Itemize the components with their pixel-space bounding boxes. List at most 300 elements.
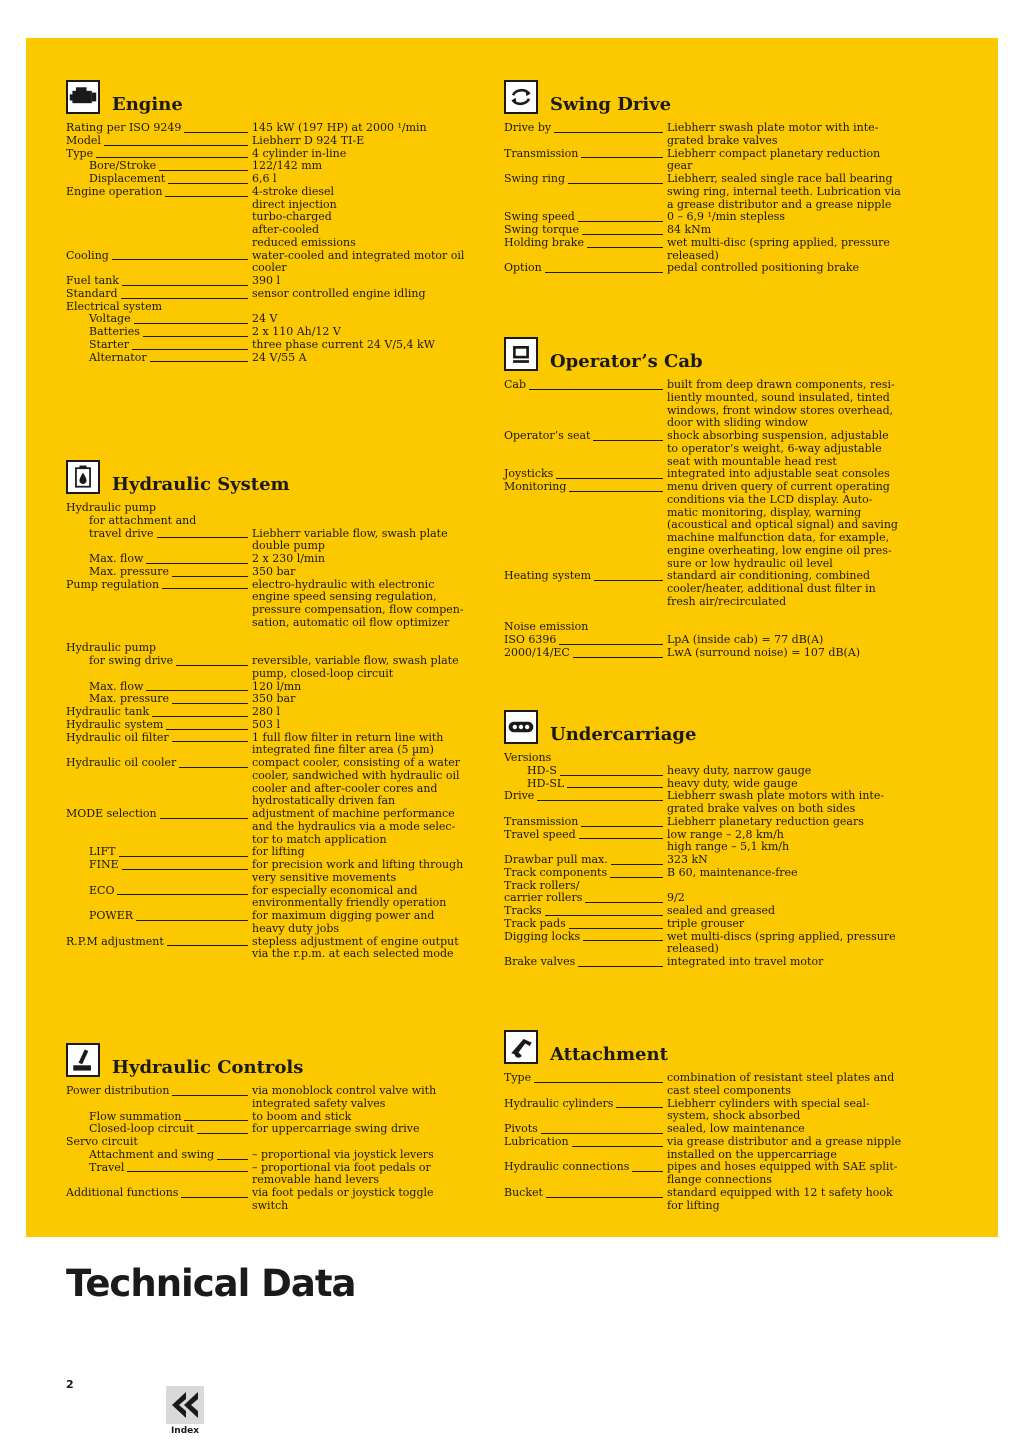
joystick-icon	[66, 1043, 100, 1077]
spec-label	[66, 1187, 252, 1200]
spec-row	[66, 859, 486, 885]
leader-line	[160, 818, 248, 819]
spec-value	[667, 918, 924, 931]
leader-line	[585, 902, 663, 903]
spec-label-text: Voltage	[89, 312, 131, 326]
spec-label	[504, 224, 667, 237]
spec-value-line: LwA (surround noise) = 107 dB(A)	[667, 645, 861, 659]
spec-value	[252, 122, 486, 135]
spec-label-text: Model	[66, 133, 101, 147]
spec-rows	[504, 379, 924, 660]
spec-label	[66, 706, 252, 719]
spec-value-line: Liebherr variable flow, swash plate	[252, 526, 448, 540]
spec-value-line: Liebherr swash plate motors with inte-	[667, 789, 885, 803]
spec-value-line: 9/2	[667, 891, 685, 905]
spec-label-text: Engine operation	[66, 184, 163, 198]
spec-label	[504, 148, 667, 161]
spec-value-line: grated brake valves	[667, 133, 778, 147]
spec-value-line: adjustment of machine performance	[252, 807, 455, 820]
index-button[interactable]	[166, 1386, 204, 1424]
spec-value	[252, 186, 486, 250]
spec-value-line: cooler	[252, 261, 287, 275]
leader-line	[545, 272, 663, 273]
spec-label	[66, 719, 252, 732]
spec-label-text: Noise emission	[504, 620, 589, 634]
spec-value-line: gear	[667, 159, 693, 173]
spec-label	[504, 481, 667, 494]
page-number: 2	[66, 1378, 74, 1391]
spec-label	[66, 553, 252, 566]
leader-line	[583, 940, 663, 941]
spec-label-text: Holding brake	[504, 235, 584, 249]
spec-value-line: Liebherr D 924 TI-E	[252, 133, 365, 147]
leader-line	[150, 361, 248, 362]
spec-row	[66, 757, 486, 808]
spec-value-line: removable hand levers	[252, 1173, 380, 1187]
spec-value	[667, 609, 924, 622]
spec-value-line: via monoblock control valve with	[252, 1084, 437, 1097]
leader-line	[122, 869, 248, 870]
spec-value-line: B 60, maintenance-free	[667, 865, 798, 879]
spec-label	[504, 905, 667, 918]
spec-label	[504, 1136, 667, 1149]
spec-value-line: combination of resistant steel plates and	[667, 1071, 895, 1084]
spec-value-line: electro-hydraulic with electronic	[252, 577, 435, 591]
leader-line	[132, 349, 248, 350]
spec-label	[504, 262, 667, 275]
spec-value-line: sealed and greased	[667, 904, 776, 917]
leader-line	[179, 767, 248, 768]
spec-label-text: Track components	[504, 865, 608, 879]
spec-label-text: Drawbar pull max.	[504, 853, 608, 866]
spec-value	[667, 634, 924, 647]
spec-value-line: turbo-charged	[252, 210, 332, 224]
spec-value-line: pedal controlled positioning brake	[667, 261, 860, 275]
section-title: Engine	[112, 94, 183, 115]
spec-label	[66, 936, 252, 949]
section-swing-drive	[504, 80, 924, 275]
spec-row	[504, 1123, 924, 1136]
spec-label-text: for swing drive	[89, 654, 174, 667]
spec-row	[504, 237, 924, 263]
leader-line	[568, 183, 663, 184]
spec-value	[667, 1187, 924, 1213]
spec-label-text: Option	[504, 261, 542, 275]
spec-value	[667, 122, 924, 148]
spec-label-text: Joysticks	[504, 467, 554, 481]
spec-label	[504, 956, 667, 969]
leader-line	[112, 259, 248, 260]
spec-value-line: 323 kN	[667, 853, 708, 866]
spec-value-line: pressure compensation, flow compen-	[252, 603, 464, 616]
spec-label-text: 2000/14/EC	[504, 645, 570, 659]
spec-rows	[504, 122, 924, 275]
spec-label-text: Hydraulic pump	[66, 501, 157, 514]
spec-value	[252, 859, 486, 885]
spec-value-line: 390 l	[252, 274, 281, 287]
spec-label	[504, 1072, 667, 1085]
spec-row	[66, 135, 486, 148]
spec-value-line: machine malfunction data, for example,	[667, 531, 890, 544]
spec-value	[252, 910, 486, 936]
leader-line	[96, 157, 248, 158]
spec-value-line: sure or low hydraulic oil level	[667, 556, 833, 570]
spec-value	[252, 160, 486, 173]
spec-label	[66, 502, 252, 515]
spec-value-line: 120 l/mn	[252, 679, 302, 693]
spec-value-line	[667, 609, 924, 622]
spec-row	[504, 1136, 924, 1162]
spec-value-line: via grease distributor and a grease nipple	[667, 1134, 902, 1148]
spec-value	[667, 262, 924, 275]
spec-row	[504, 1187, 924, 1213]
spec-label-text: Servo circuit	[66, 1135, 138, 1148]
leader-line	[572, 1146, 663, 1147]
spec-rows	[66, 502, 486, 961]
spec-value	[252, 732, 486, 758]
leader-line	[167, 945, 248, 946]
spec-label-text: HD-S	[527, 763, 557, 777]
spec-row	[66, 250, 486, 276]
double-chevron-left-icon	[166, 1386, 204, 1424]
spec-value	[252, 655, 486, 681]
swing-arrows-icon	[504, 80, 538, 114]
leader-line	[578, 966, 663, 967]
spec-label-text: Travel	[89, 1160, 125, 1174]
spec-row	[504, 956, 924, 969]
spec-value-line: – proportional via joystick levers	[252, 1147, 434, 1161]
leader-line	[569, 928, 663, 929]
spec-label	[66, 352, 252, 365]
spec-row	[504, 918, 924, 931]
leader-line	[127, 1171, 248, 1172]
spec-label	[504, 647, 667, 660]
spec-label-text: Track rollers/	[504, 878, 580, 892]
spec-label-text: Brake valves	[504, 955, 576, 968]
spec-label	[66, 1136, 252, 1149]
spec-label	[66, 326, 252, 339]
section-hydraulic-system	[66, 460, 486, 961]
leader-line	[556, 478, 663, 479]
spec-label	[66, 566, 252, 579]
spec-value-line: 84 kNm	[667, 223, 712, 236]
spec-value	[252, 1187, 486, 1213]
spec-label-text: FINE	[89, 858, 119, 871]
spec-label-text: Drive by	[504, 121, 552, 134]
spec-label	[66, 288, 252, 301]
spec-value-line: integrated safety valves	[252, 1096, 386, 1110]
spec-value	[667, 148, 924, 174]
spec-row	[66, 719, 486, 732]
spec-value	[252, 135, 486, 148]
spec-label-text: Heating system	[504, 569, 592, 583]
section-title: Undercarriage	[550, 724, 697, 745]
spec-row	[66, 173, 486, 186]
spec-value	[667, 237, 924, 263]
spec-value-line: matic monitoring, display, warning	[667, 505, 862, 519]
spec-row	[504, 379, 924, 430]
spec-rows	[504, 1072, 924, 1212]
spec-value	[667, 816, 924, 829]
leader-line	[569, 491, 663, 492]
spec-value-line: for especially economical and	[252, 883, 418, 897]
leader-line	[104, 145, 248, 146]
section-attachment	[504, 1030, 924, 1212]
spec-value-line: heavy duty, narrow gauge	[667, 763, 812, 777]
leader-line	[136, 920, 248, 921]
spec-value-line: wet multi-disc (spring applied, pressure	[667, 235, 890, 249]
spec-value-line: stepless adjustment of engine output	[252, 934, 459, 948]
spec-value	[252, 288, 486, 301]
spec-row	[504, 647, 924, 660]
spec-value	[667, 867, 924, 880]
spec-row	[504, 481, 924, 570]
spec-label-text: Bucket	[504, 1185, 543, 1199]
spec-value	[252, 1162, 486, 1188]
spec-row	[66, 1187, 486, 1213]
spec-rows	[504, 752, 924, 969]
spec-label-text: Lubrication	[504, 1134, 569, 1148]
spec-value-line: standard air conditioning, combined	[667, 569, 871, 583]
spec-value-line: standard equipped with 12 t safety hook	[667, 1185, 893, 1199]
spec-value	[252, 553, 486, 566]
spec-value	[667, 481, 924, 570]
spec-value-line: double pump	[252, 539, 325, 553]
spec-row	[504, 1098, 924, 1124]
spec-value-line: water-cooled and integrated motor oil	[252, 248, 465, 262]
spec-value	[252, 326, 486, 339]
spec-value-line: 122/142 mm	[252, 159, 323, 173]
spec-row	[66, 288, 486, 301]
spec-label-text: Swing ring	[504, 172, 565, 185]
spec-value-line: wet multi-discs (spring applied, pressure	[667, 929, 896, 943]
spec-label-text: Type	[66, 146, 94, 160]
leader-line	[166, 729, 248, 730]
spec-value-line: for lifting	[667, 1198, 720, 1212]
spec-label-text: for attachment and	[89, 513, 197, 527]
spec-value-line: direct injection	[252, 197, 337, 211]
spec-label	[504, 1187, 667, 1200]
page-title: Technical Data	[66, 1262, 356, 1305]
section-title: Swing Drive	[550, 94, 672, 115]
spec-value-line: Liebherr cylinders with special seal-	[667, 1096, 870, 1110]
spec-label-text: ISO 6396	[504, 633, 557, 646]
spec-label	[504, 765, 667, 778]
spec-row	[66, 326, 486, 339]
spec-value	[252, 706, 486, 719]
spec-rows	[66, 122, 486, 364]
excavator-arm-icon	[504, 1030, 538, 1064]
leader-line	[184, 1120, 248, 1121]
spec-value	[252, 339, 486, 352]
spec-row	[504, 816, 924, 829]
leader-line	[165, 196, 248, 197]
spec-value-line: Liebherr compact planetary reduction	[667, 146, 881, 160]
spec-label-text: Hydraulic tank	[66, 705, 150, 718]
spec-value	[252, 693, 486, 706]
spec-value-line: 350 bar	[252, 564, 296, 578]
spec-value-line: for precision work and lifting through	[252, 858, 464, 871]
spec-value-line: for maximum digging power and	[252, 909, 435, 922]
spec-label-text: Track pads	[504, 916, 566, 930]
leader-line	[567, 787, 663, 788]
leader-line	[172, 1095, 248, 1096]
spec-value-line: Liebherr swash plate motor with inte-	[667, 121, 879, 134]
spec-value-line: installed on the uppercarriage	[667, 1147, 837, 1161]
spec-row	[504, 634, 924, 647]
hydraulic-tank-icon	[66, 460, 100, 494]
spec-value-line: built from deep drawn components, resi-	[667, 378, 895, 391]
spec-label-text: Operator’s seat	[504, 429, 591, 442]
spec-label-text: Swing speed	[504, 210, 575, 224]
spec-label	[504, 790, 667, 803]
spec-value-line: pump, closed-loop circuit	[252, 666, 394, 680]
spec-label-text: Hydraulic oil cooler	[66, 756, 177, 769]
spec-row	[66, 1149, 486, 1162]
leader-line	[560, 775, 663, 776]
spec-label	[66, 122, 252, 135]
spec-label	[504, 1098, 667, 1111]
leader-line	[119, 856, 248, 857]
spec-value-line: sealed, low maintenance	[667, 1122, 805, 1135]
spec-value-line: reduced emissions	[252, 235, 356, 249]
spec-label-text: Attachment and swing	[89, 1147, 215, 1161]
spec-label	[66, 515, 252, 528]
leader-line	[554, 132, 663, 133]
spec-value	[252, 1149, 486, 1162]
spec-value	[252, 566, 486, 579]
spec-value	[667, 1161, 924, 1187]
leader-line	[534, 1082, 663, 1083]
leader-line	[529, 389, 663, 390]
spec-row	[66, 502, 486, 515]
spec-value-line: very sensitive movements	[252, 870, 397, 884]
spec-label	[66, 135, 252, 148]
spec-value-line: three phase current 24 V/5,4 kW	[252, 337, 435, 351]
spec-value-line: integrated into adjustable seat consoles	[667, 467, 890, 481]
spec-label	[66, 173, 252, 186]
track-icon	[504, 710, 538, 744]
spec-row	[66, 275, 486, 288]
leader-line	[632, 1171, 663, 1172]
spec-row	[504, 867, 924, 880]
spec-value-line: Liebherr, sealed single race ball bearing	[667, 172, 893, 185]
spec-label-text: Transmission	[504, 146, 579, 160]
spec-value-line: shock absorbing suspension, adjustable	[667, 429, 889, 442]
spec-label-text: Digging locks	[504, 929, 581, 943]
spec-value-line: 1 full flow filter in return line with	[252, 730, 444, 744]
section-undercarriage	[504, 710, 924, 969]
spec-label-text: Monitoring	[504, 480, 567, 493]
spec-value-line: after-cooled	[252, 223, 320, 236]
spec-label-text: Drive	[504, 789, 535, 803]
spec-label	[66, 757, 252, 770]
section-title: Attachment	[550, 1044, 668, 1065]
spec-value-line: 145 kW (197 HP) at 2000 ¹/min	[252, 121, 427, 134]
spec-label	[504, 173, 667, 186]
spec-value	[252, 808, 486, 846]
spec-value	[667, 790, 924, 816]
spec-value-line: tor to match application	[252, 832, 387, 846]
section-engine	[66, 80, 486, 364]
spec-label-text: Additional functions	[66, 1186, 179, 1199]
spec-label	[66, 910, 252, 923]
spec-value-line: windows, front window stores overhead,	[667, 403, 894, 417]
spec-label-text: Max. pressure	[89, 692, 169, 706]
spec-value	[252, 719, 486, 732]
spec-value	[667, 379, 924, 430]
spec-label-text: Closed-loop circuit	[89, 1122, 194, 1136]
leader-line	[172, 576, 248, 577]
spec-label-text: Max. flow	[89, 552, 144, 565]
spec-value-line: hydrostatically driven fan	[252, 794, 396, 808]
spec-value-line: system, shock absorbed	[667, 1109, 801, 1123]
leader-line	[616, 1107, 663, 1108]
leader-line	[134, 323, 248, 324]
leader-line	[594, 580, 663, 581]
spec-value-line: cooler, sandwiched with hydraulic oil	[252, 768, 460, 782]
spec-label-text: Flow summation	[89, 1109, 182, 1123]
spec-label	[66, 579, 252, 592]
spec-value	[667, 931, 924, 957]
spec-value-line: heavy duty, wide gauge	[667, 776, 798, 790]
spec-value-line: flange connections	[667, 1173, 772, 1186]
spec-value	[667, 173, 924, 211]
spec-label	[504, 931, 667, 944]
spec-label	[504, 634, 667, 647]
spec-row	[66, 655, 486, 681]
leader-line	[146, 690, 248, 691]
spec-label	[504, 122, 667, 135]
spec-label-text: travel drive	[89, 526, 154, 540]
leader-line	[545, 915, 663, 916]
spec-value-line: door with sliding window	[667, 416, 808, 430]
spec-row	[66, 1136, 486, 1149]
spec-value-line: 24 V	[252, 312, 278, 326]
spec-label-text: Hydraulic system	[66, 717, 164, 731]
leader-line	[573, 657, 663, 658]
spec-label	[66, 732, 252, 745]
spec-value-line: 24 V/55 A	[252, 350, 307, 364]
spec-value	[252, 885, 486, 911]
spec-label-text: Starter	[89, 337, 129, 351]
spec-row	[66, 566, 486, 579]
spec-value-line: environmentally friendly operation	[252, 896, 447, 910]
spec-label-text: Cab	[504, 378, 527, 391]
spec-row	[504, 829, 924, 855]
index-label[interactable]: Index	[170, 1426, 200, 1436]
spec-value-line: to operator’s weight, 6-way adjustable	[667, 441, 882, 455]
spec-value	[252, 936, 486, 962]
leader-line	[159, 170, 248, 171]
spec-value-line: conditions via the LCD display. Auto-	[667, 492, 873, 506]
spec-rows	[66, 1085, 486, 1213]
spec-label-text: HD-SL	[527, 776, 565, 790]
spec-row	[66, 1085, 486, 1111]
spec-label-text: Max. flow	[89, 679, 144, 693]
leader-line	[172, 741, 248, 742]
spec-value-line	[252, 630, 486, 643]
spec-row	[66, 339, 486, 352]
leader-line	[146, 563, 248, 564]
leader-line	[181, 1197, 248, 1198]
spec-value-line: fresh air/recirculated	[667, 594, 787, 608]
spec-row	[504, 1161, 924, 1187]
spec-label	[66, 250, 252, 263]
spec-label	[504, 237, 667, 250]
spec-row	[504, 854, 924, 867]
spec-label	[504, 379, 667, 392]
